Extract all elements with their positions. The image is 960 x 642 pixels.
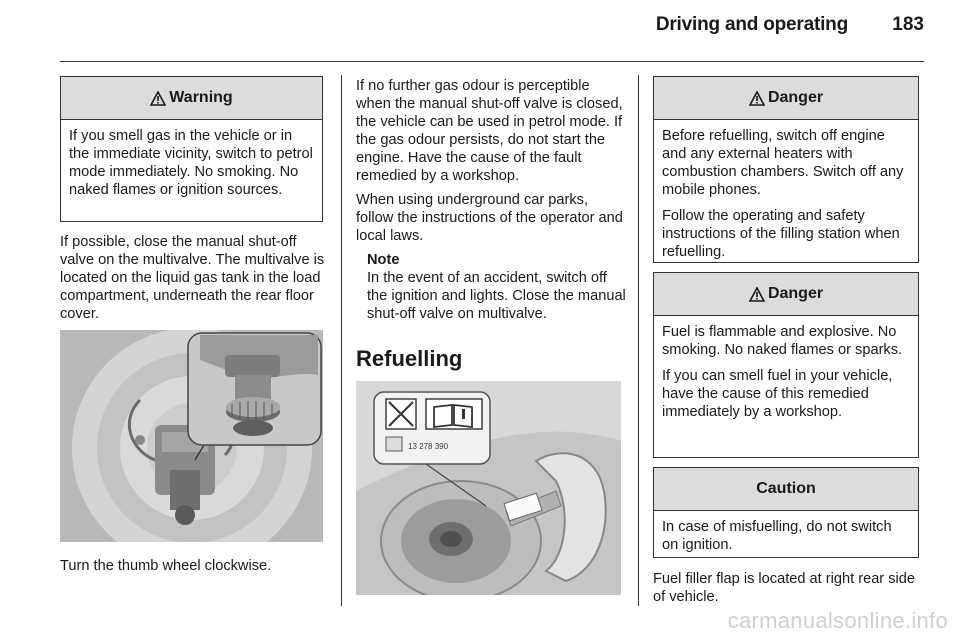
warning-triangle-icon <box>150 91 166 106</box>
watermark: carmanualsonline.info <box>727 608 948 633</box>
multivalve-illustration <box>60 330 323 542</box>
danger-title: Danger <box>767 285 824 302</box>
page-header-title: Driving and operating <box>655 14 848 35</box>
warning-triangle-icon <box>749 91 765 106</box>
page-number: 183 <box>892 14 924 35</box>
left-paragraph-turn: Turn the thumb wheel clockwise. <box>60 558 272 574</box>
danger-box-fuel <box>653 272 919 458</box>
danger-paragraph-engine: Before refuelling, switch off engine and any external heaters with combustion chambers. Switch off any mobile phones. <box>662 128 904 198</box>
danger-box-header <box>654 77 918 120</box>
fuel-filler-flap-illustration <box>356 381 621 595</box>
label-code: 13 278 390 <box>408 442 449 451</box>
caution-title: Caution <box>756 480 816 497</box>
danger-text <box>654 316 918 428</box>
header-divider <box>60 61 924 62</box>
caution-box <box>653 467 919 558</box>
danger-paragraph-flammable: Fuel is flammable and explosive. No smoking. No naked flames or sparks. <box>662 324 903 358</box>
danger-paragraph-smell: If you can smell fuel in your vehicle, have the cause of this remedied immediately by a workshop. <box>662 368 893 420</box>
column-divider-left <box>341 75 342 606</box>
manual-book-icon <box>426 399 482 429</box>
danger-paragraph-instructions: Follow the operating and safety instructions of the filling station when refuelling. <box>662 208 900 260</box>
right-text-block <box>653 570 923 612</box>
section-title-refuelling: Refuelling <box>356 346 463 371</box>
column-divider-right <box>638 75 639 606</box>
danger-title: Danger <box>767 89 824 106</box>
warning-triangle-icon <box>749 287 765 302</box>
caution-paragraph: In case of misfuelling, do not switch on ignition. <box>662 519 892 553</box>
danger-box-refuelling <box>653 76 919 263</box>
middle-text-block <box>356 77 628 323</box>
danger-box-header <box>654 273 918 316</box>
warning-box <box>60 76 323 222</box>
warning-text <box>61 120 322 206</box>
warning-paragraph: If you smell gas in the vehicle or in the immediate vicinity, switch to petrol mode immediately. No smoking. No naked flames or ignition sources. <box>69 128 313 198</box>
left-text-block <box>60 233 328 329</box>
note-block <box>356 251 628 323</box>
warning-box-header <box>61 77 322 120</box>
middle-paragraph-odour: If no further gas odour is perceptible when the manual shut-off valve is closed, the vehicle can be used in petrol mode. If the gas odour persists, do not start the engine. Have the cause of the fault remedied by a workshop. <box>356 78 623 184</box>
warning-title: Warning <box>169 89 233 106</box>
left-paragraph-shutoff: If possible, close the manual shut-off valve on the multivalve. The multivalve is located on the liquid gas tank in the load compartment, underneath the rear floor cover. <box>60 234 325 322</box>
left-text-turn <box>60 557 328 581</box>
middle-paragraph-carparks: When using underground car parks, follow the instructions of the operator and local laws. <box>356 192 623 244</box>
no-flames-icon <box>386 399 416 429</box>
caution-box-header <box>654 468 918 511</box>
note-text: In the event of an accident, switch off the ignition and lights. Close the manual shut-off valve on multivalve. <box>367 270 626 322</box>
right-paragraph-flap: Fuel filler flap is located at right rear side of vehicle. <box>653 571 915 605</box>
note-label: Note <box>367 252 400 268</box>
danger-text <box>654 120 918 268</box>
caution-text <box>654 511 918 561</box>
